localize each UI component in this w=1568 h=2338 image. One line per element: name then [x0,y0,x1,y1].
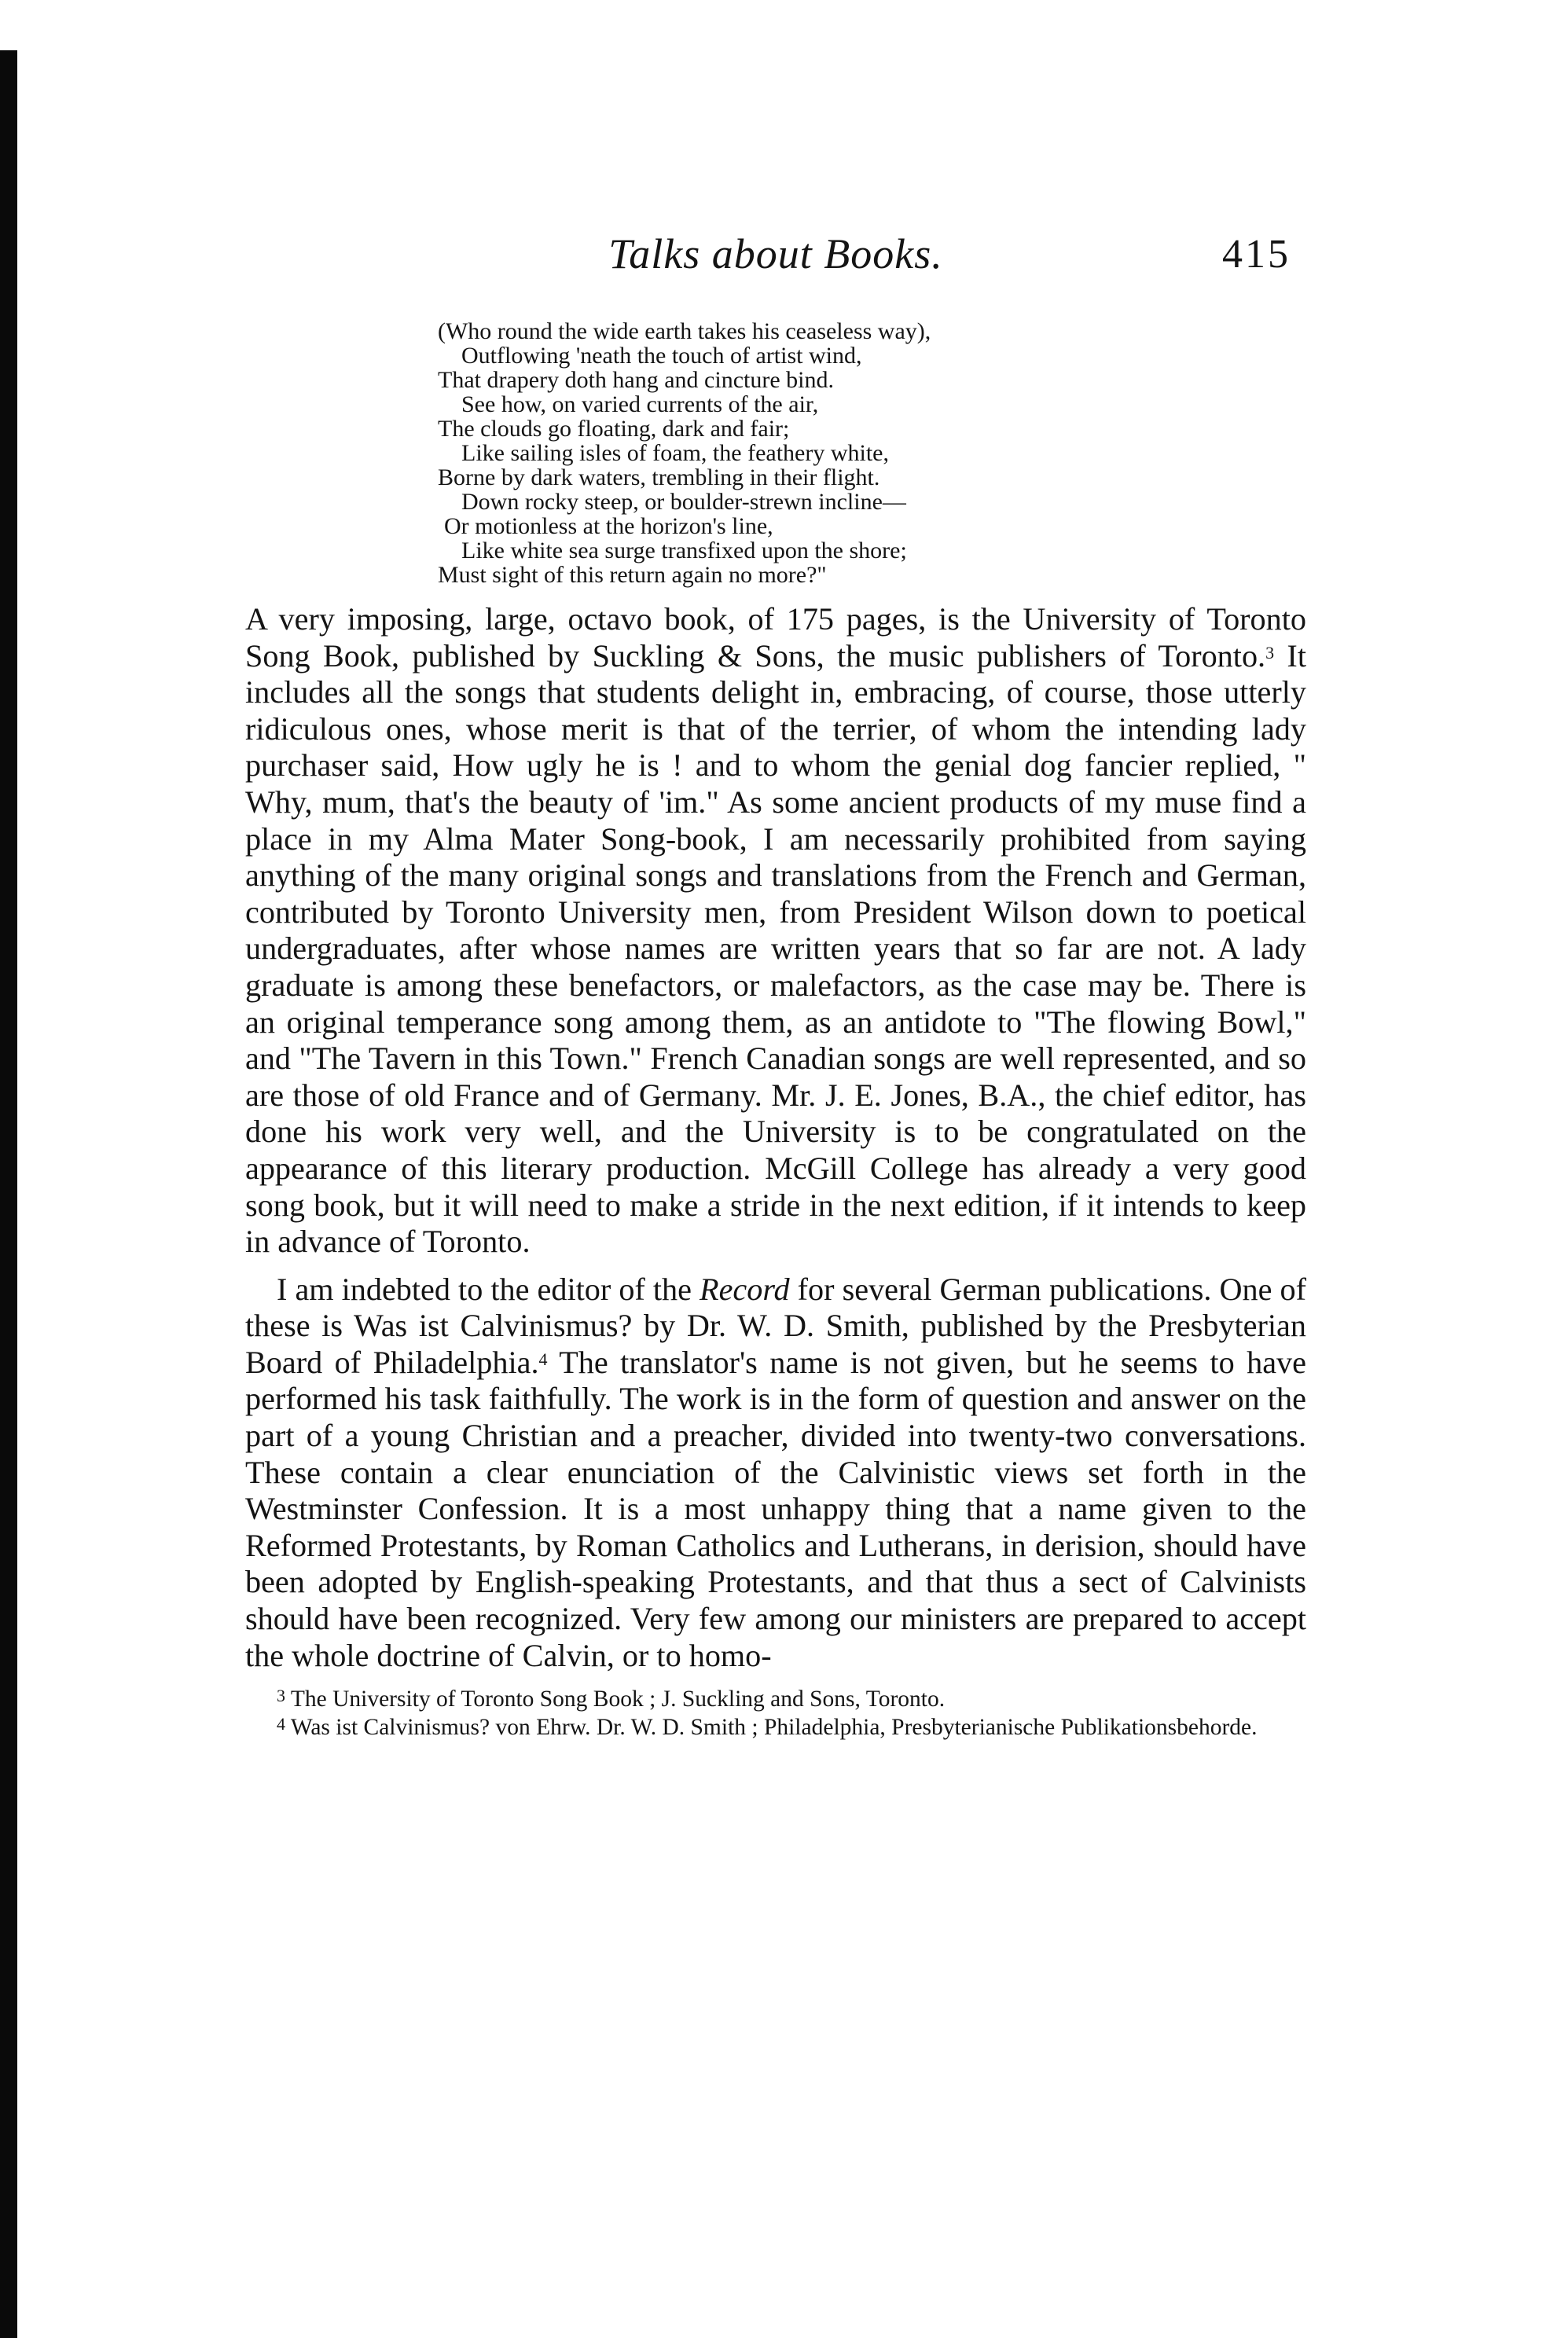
paragraph-text: A very imposing, large, octavo book, of 175 pages, is the University of Toronto Song Book, published by Suckling & Sons, the music publishers of Toronto. [245,601,1306,674]
poem-line: Or motionless at the horizon's line, [444,513,773,539]
footnote [245,1713,1306,1742]
page-number: 415 [1222,232,1291,277]
footnote-marker: 4 [277,1714,285,1734]
poem-excerpt [438,319,1306,587]
book-page [245,229,1306,1742]
footnote-reference: 4 [538,1349,548,1369]
footnote-text: The University of Toronto Song Book ; J. Suckling and Sons, Toronto. [285,1687,946,1712]
paragraph-song-book [245,601,1306,1261]
paragraph-text: I am indebted to the editor of the [277,1271,700,1307]
footnote-marker: 3 [277,1686,285,1706]
poem-line: Outflowing 'neath the touch of artist wind, [461,343,862,369]
paragraph-text: It includes all the songs that students delight in, embracing, of course, those utterly ridiculous ones, whose merit is that of the terrier, of whom the intending lady purchaser said, How ugly he is ! and to whom the genial dog fancier replied, " Why, mum, that's the beauty of 'im." As some ancient products of my muse find a place in my Alma Mater Song-book, I am necessarily prohibited from saying anything of the many original songs and translations from the French and German, contributed by Toronto University men, from President Wilson down to poetical undergraduates, after whose names are written years that so far are not. A lady graduate is among these benefactors, or malefactors, as the case may be. There is an original temperance song among them, as an antidote to "The flowing Bowl," and "The Tavern in this Town." French Canadian songs are well represented, and so are those of old France and of Germany. Mr. J. E. Jones, B.A., the chief editor, has done his work very well, and the University is to be congratulated on the appearance of this literary production. McGill College has already a very good song book, but it will need to make a stride in the next edition, if it intends to keep in advance of Toronto. [245,637,1306,1260]
journal-title: Record [700,1271,790,1307]
poem-line: The clouds go floating, dark and fair; [438,416,790,442]
footnote [245,1685,1306,1713]
footnotes [245,1685,1306,1742]
poem-line: Like white sea surge transfixed upon the shore; [461,538,907,563]
footnote-text: Was ist Calvinismus? von Ehrw. Dr. W. D. Smith ; Philadelphia, Presbyterianische Publikationsbehorde. [285,1715,1258,1741]
paragraph-german-publications [245,1272,1306,1675]
footnote-reference: 3 [1265,642,1275,662]
poem-line: (Who round the wide earth takes his ceaseless way), [438,318,931,344]
body-text [245,601,1306,1674]
scan-spine-shadow [0,50,17,2338]
poem-line: Like sailing isles of foam, the feathery white, [461,440,889,466]
running-head [245,229,1306,300]
poem-line: See how, on varied currents of the air, [461,391,819,417]
running-title: Talks about Books. [608,230,943,277]
poem-line: Must sight of this return again no more?" [438,562,827,588]
paragraph-text: for several German publications. One of these is Was ist Calvinismus? by Dr. W. D. Smith, published by the Presbyterian Board of Philadelphia. [245,1271,1306,1380]
poem-line: Down rocky steep, or boulder-strewn incline— [461,489,906,515]
paragraph-text: The translator's name is not given, but he seems to have performed his task faithfully. The work is in the form of question and answer on the part of a young Christian and a preacher, divided into twenty-two conversations. These contain a clear enunciation of the Calvinistic views set forth in the Westminster Confession. It is a most unhappy thing that a name given to the Reformed Protestants, by Roman Catholics and Lutherans, in derision, should have been adopted by English-speaking Protestants, and that thus a sect of Calvinists should have been recognized. Very few among our ministers are prepared to accept the whole doctrine of Calvin, or to homo- [245,1344,1306,1673]
poem-line: That drapery doth hang and cincture bind. [438,367,834,393]
poem-line: Borne by dark waters, trembling in their flight. [438,464,880,490]
